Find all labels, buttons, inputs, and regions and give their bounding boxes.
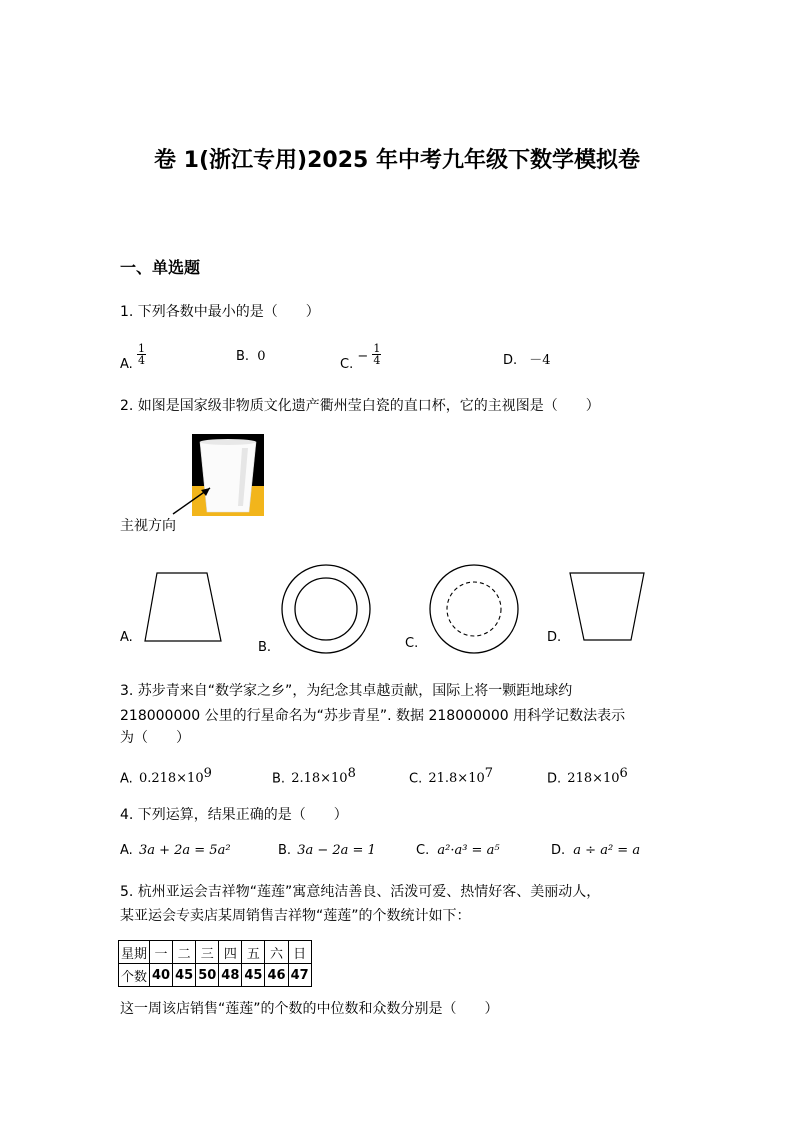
q2-option-d-inverted-trapezoid	[566, 570, 648, 644]
q1-a-numerator: 1	[137, 342, 145, 355]
q2-stem: 2. 如图是国家级非物质文化遗产衢州莹白瓷的直口杯，它的主视图是（ ）	[120, 398, 600, 414]
table-cell: 二	[173, 941, 196, 964]
q3-option-d	[547, 766, 628, 786]
q1-c-sign: −	[357, 349, 369, 364]
trapezoid-shape	[145, 573, 221, 641]
q4-option-c	[416, 843, 500, 858]
q3-b-base: 2.18×10	[291, 771, 348, 787]
q4-option-d	[551, 843, 640, 858]
q3-d-label: D.	[547, 771, 562, 787]
q2-a-label: A.	[120, 630, 133, 645]
table-cell: 三	[196, 941, 219, 964]
table-cell: 46	[265, 964, 288, 987]
q5-question: 这一周该店销售“莲莲”的个数的中位数和众数分别是（ ）	[120, 1001, 499, 1017]
q3-option-b	[272, 766, 356, 786]
section-heading: 一、单选题	[120, 258, 201, 277]
dashed-inner-circle	[447, 582, 501, 636]
q4-c-label: C.	[416, 843, 430, 858]
q1-c-denominator: 4	[373, 354, 381, 367]
q3-line1: 3. 苏步青来自“数学家之乡”，为纪念其卓越贡献，国际上将一颗距地球约	[120, 683, 573, 699]
q1-d-label: D.	[503, 353, 518, 368]
q1-option-d	[503, 349, 551, 368]
q1-a-denominator: 4	[137, 354, 145, 367]
table-cell: 一	[150, 941, 173, 964]
q4-b-label: B.	[278, 843, 292, 858]
q1-a-label: A.	[120, 357, 133, 372]
table-cell: 50	[196, 964, 219, 987]
q1-c-label: C.	[340, 357, 354, 372]
table-header-row	[119, 941, 312, 964]
inverted-trapezoid-shape	[570, 573, 644, 640]
q3-a-base: 0.218×10	[138, 771, 204, 787]
table-cell: 星期	[119, 941, 150, 964]
q1-a-fraction	[137, 343, 146, 366]
q3-c-base: 21.8×10	[428, 771, 485, 787]
inner-circle	[295, 578, 357, 640]
q4-option-b	[278, 843, 376, 858]
q3-d-base: 218×10	[567, 771, 620, 787]
q3-a-label: A.	[120, 771, 133, 787]
table-cell: 日	[288, 941, 311, 964]
q4-d-expression: a ÷ a² = a	[573, 843, 641, 858]
q3-b-exponent: 8	[347, 766, 356, 781]
q1-option-b	[236, 349, 265, 364]
table-row	[119, 964, 312, 987]
q3-line3: 为（ ）	[120, 730, 190, 746]
table-cell: 45	[242, 964, 265, 987]
q3-b-label: B.	[272, 771, 286, 787]
table-cell: 45	[173, 964, 196, 987]
q1-option-c	[340, 343, 381, 372]
q2-option-c-dashed-circles	[428, 563, 520, 655]
cup-rim	[200, 439, 256, 445]
q1-c-fraction	[372, 343, 381, 366]
q5-line2: 某亚运会专卖店某周销售吉祥物“莲莲”的个数统计如下：	[120, 908, 471, 924]
q2-d-label: D.	[547, 630, 562, 645]
q4-b-expression: 3a − 2a = 1	[297, 843, 376, 858]
q4-d-label: D.	[551, 843, 566, 858]
q3-c-label: C.	[409, 771, 423, 787]
q2-b-label: B.	[258, 640, 272, 655]
q1-b-value: 0	[257, 349, 266, 364]
table-cell: 个数	[119, 964, 150, 987]
table-cell: 六	[265, 941, 288, 964]
q5-line1: 5. 杭州亚运会吉祥物“莲莲”寓意纯洁善良、活泼可爱、热情好客、美丽动人，	[120, 884, 601, 900]
q4-a-label: A.	[120, 843, 133, 858]
q4-c-expression: a²·a³ = a⁵	[437, 843, 500, 858]
q3-d-exponent: 6	[619, 766, 628, 781]
q4-a-expression: 3a + 2a = 5a²	[138, 843, 231, 858]
q3-a-exponent: 9	[203, 766, 212, 781]
table-cell: 五	[242, 941, 265, 964]
table-cell: 48	[219, 964, 242, 987]
q1-option-a	[120, 343, 146, 372]
q2-c-label: C.	[405, 636, 419, 651]
page-title: 卷 1(浙江专用)2025 年中考九年级下数学模拟卷	[154, 148, 640, 173]
q1-stem: 1. 下列各数中最小的是（ ）	[120, 304, 320, 320]
q3-option-a	[120, 766, 212, 786]
table-cell: 40	[150, 964, 173, 987]
table-cell: 47	[288, 964, 311, 987]
q3-line2: 218000000 公里的行星命名为“苏步青星”. 数据 218000000 用科学记数法表示	[120, 708, 626, 724]
q3-c-exponent: 7	[484, 766, 494, 781]
q1-d-value: －4	[529, 353, 551, 368]
q1-c-numerator: 1	[373, 342, 381, 355]
q3-option-c	[409, 766, 493, 786]
q4-option-a	[120, 843, 231, 858]
table-cell: 四	[219, 941, 242, 964]
q2-option-a-trapezoid	[140, 570, 230, 646]
view-direction-caption: 主视方向	[120, 518, 176, 534]
q4-stem: 4. 下列运算，结果正确的是（ ）	[120, 807, 348, 823]
cup-photo	[170, 434, 266, 518]
q1-b-label: B.	[236, 349, 250, 364]
q2-option-b-concentric-circles	[280, 563, 372, 655]
sales-table	[118, 940, 312, 987]
outer-circle	[430, 565, 518, 653]
